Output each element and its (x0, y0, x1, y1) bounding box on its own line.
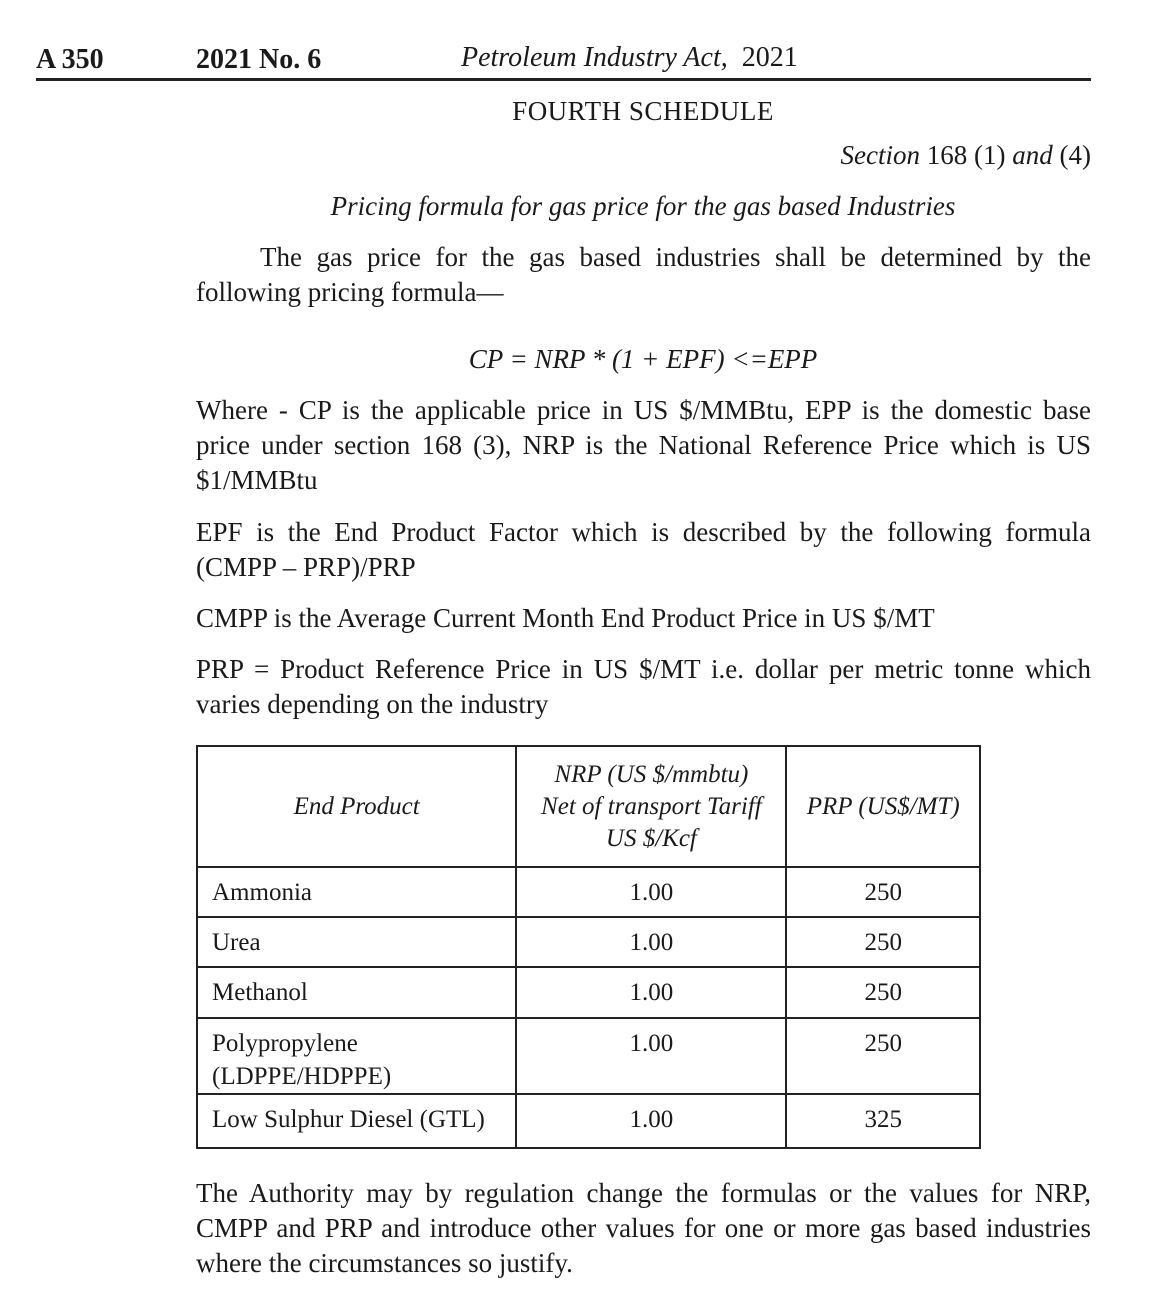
prp-paragraph: PRP = Product Reference Price in US $/MT i.e. dollar per metric tonne which varies depending on the industry (196, 654, 1091, 719)
header-nrp-line2: Net of transport Tariff (541, 792, 762, 820)
intro-paragraph: The gas price for the gas based industries shall be determined by the following pricing formula— (196, 242, 1091, 307)
header-nrp (516, 746, 786, 867)
product-table (196, 745, 981, 1149)
schedule-subtitle: Pricing formula for gas price for the gas based Industries (330, 191, 956, 221)
header-nrp-line3: US $/Kcf (605, 824, 697, 852)
cmpp-paragraph: CMPP is the Average Current Month End Product Price in US $/MT (196, 603, 935, 633)
table-row (197, 917, 980, 967)
section-ref-prefix: Section (840, 140, 921, 170)
table-row (197, 1018, 980, 1094)
page-number: A 350 (36, 44, 104, 75)
prp-cell: 250 (786, 1018, 980, 1094)
prp-cell: 250 (786, 917, 980, 967)
prp-cell: 250 (786, 867, 980, 917)
act-number: 2021 No. 6 (196, 44, 322, 75)
schedule-title: FOURTH SCHEDULE (512, 96, 774, 126)
header-nrp-line1: NRP (US $/mmbtu) (554, 760, 749, 788)
table-row (197, 967, 980, 1018)
nrp-cell: 1.00 (516, 967, 786, 1018)
table-header-row (197, 746, 980, 867)
act-year: 2021 (741, 42, 798, 73)
table-row (197, 1094, 980, 1148)
section-reference (841, 140, 1091, 171)
act-title-text: Petroleum Industry Act, (461, 42, 728, 73)
product-cell (197, 1018, 516, 1094)
pricing-formula: CP = NRP * (1 + EPF) <=EPP (468, 344, 818, 374)
product-cell-line1: Polypropylene (212, 1030, 358, 1057)
nrp-cell: 1.00 (516, 1094, 786, 1148)
prp-cell: 325 (786, 1094, 980, 1148)
table-row (197, 867, 980, 917)
running-header (36, 40, 1091, 81)
product-cell: Methanol (197, 967, 516, 1018)
section-ref-suffix: (4) (1059, 140, 1091, 170)
product-cell-line2: (LDPPE/HDPPE) (212, 1063, 392, 1090)
product-cell: Low Sulphur Diesel (GTL) (197, 1094, 516, 1148)
epf-paragraph: EPF is the End Product Factor which is described by the following formula (CMPP – PRP)/PRP (196, 517, 1091, 582)
prp-cell: 250 (786, 967, 980, 1018)
act-title (461, 42, 798, 74)
section-ref-and: and (1012, 140, 1053, 170)
nrp-cell: 1.00 (516, 867, 786, 917)
section-ref-number: 168 (1) (926, 140, 1006, 170)
nrp-cell: 1.00 (516, 917, 786, 967)
header-end-product: End Product (197, 746, 516, 867)
header-prp: PRP (US$/MT) (786, 746, 980, 867)
final-paragraph: The Authority may by regulation change the formulas or the values for NRP, CMPP and PRP and introduce other values for one or more gas based industries where the circumstances so justify. (196, 1178, 1091, 1278)
nrp-cell: 1.00 (516, 1018, 786, 1094)
where-paragraph: Where - CP is the applicable price in US $/MMBtu, EPP is the domestic base price under section 168 (3), NRP is the National Reference Price which is US $1/MMBtu (196, 395, 1091, 495)
product-cell: Urea (197, 917, 516, 967)
product-cell: Ammonia (197, 867, 516, 917)
